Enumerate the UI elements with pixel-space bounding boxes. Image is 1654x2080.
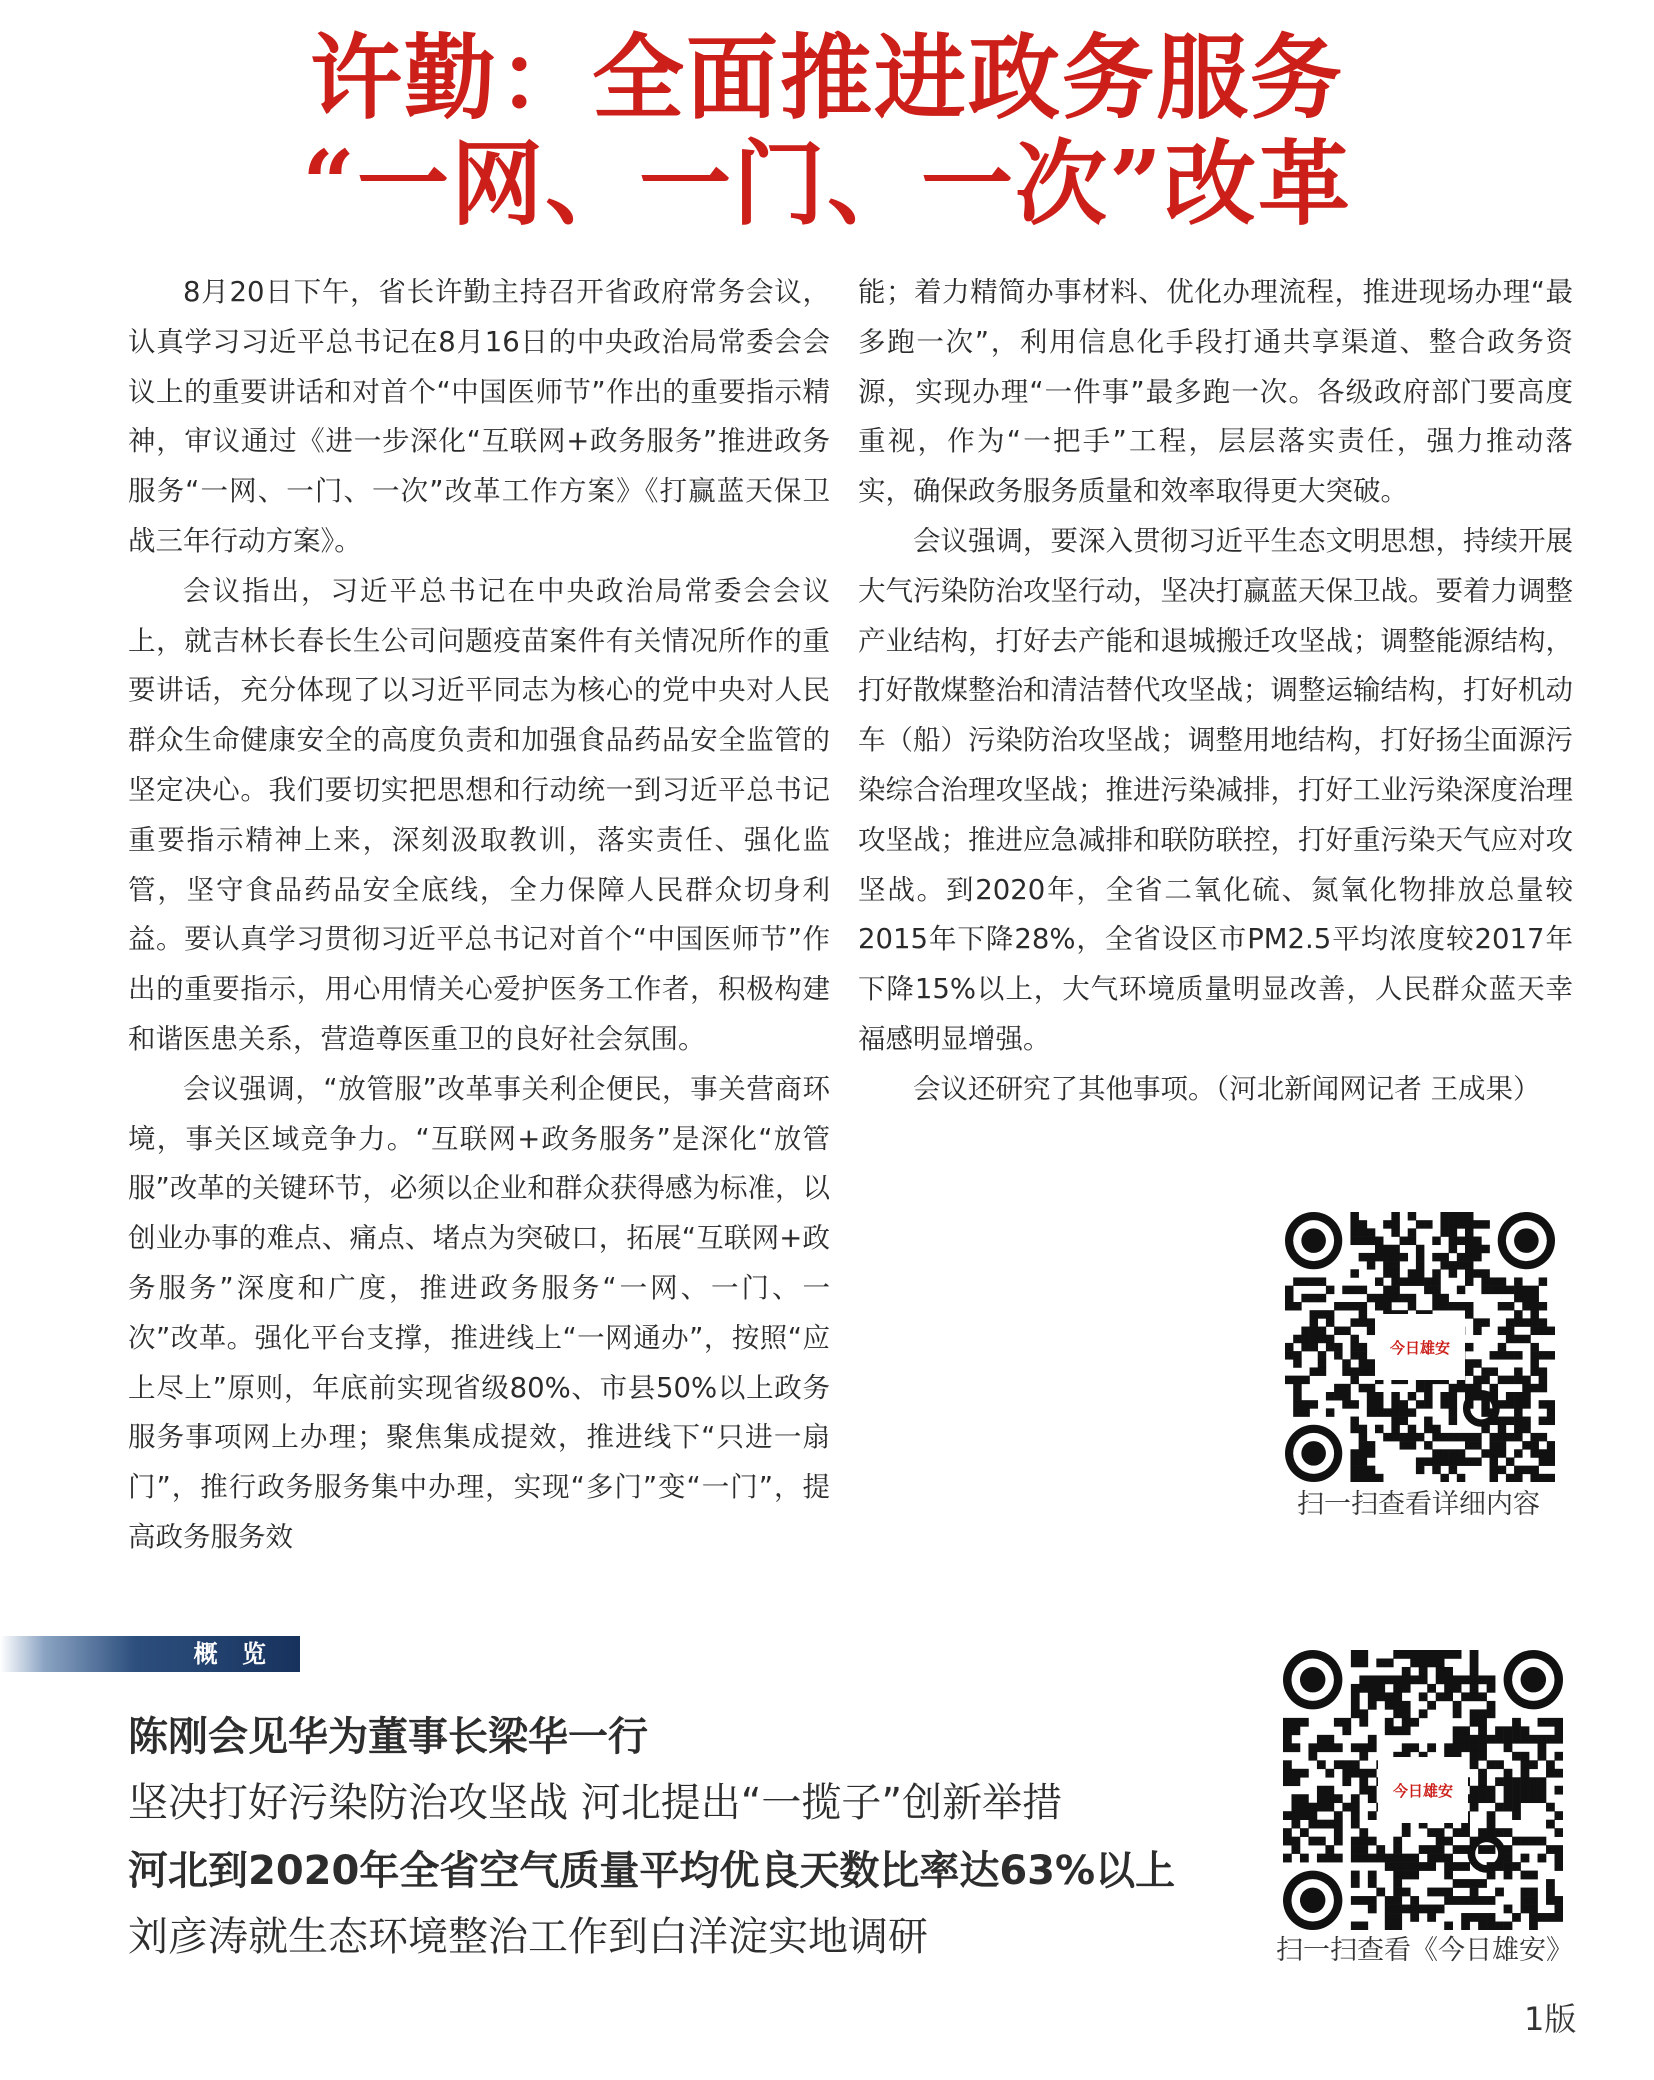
- article-paragraph: 会议强调，要深入贯彻习近平生态文明思想，持续开展大气污染防治攻坚行动，坚决打赢蓝天保卫战。要着力调整产业结构，打好去产能和退城搬迁攻坚战；调整能源结构，打好散煤整治和清洁替代攻坚战；调整运输结构，打好机动车（船）污染防治攻坚战；调整用地结构，打好扬尘面源污染综合治理攻坚战；推进污染减排，打好工业污染深度治理攻坚战；推进应急减排和联防联控，打好重污染天气应对攻坚战。到2020年，全省二氧化硫、氮氧化物排放总量较2015年下降28%，全省设区市PM2.5平均浓度较2017年下降15%以上，大气环境质量明显改善，人民群众蓝天幸福感明显增强。: [858, 524, 1573, 1055]
- article-paragraph: 会议指出，习近平总书记在中央政治局常委会会议上，就吉林长春长生公司问题疫苗案件有关情况所作的重要讲话，充分体现了以习近平同志为核心的党中央对人民群众生命健康安全的高度负责和加强食品药品安全监管的坚定决心。我们要切实把思想和行动统一到习近平总书记重要指示精神上来，深刻汲取教训，落实责任、强化监管，坚守食品药品安全底线，全力保障人民群众切身利益。要认真学习贯彻习近平总书记对首个“中国医师节”作出的重要指示，用心用情关心爱护医务工作者，积极构建和谐医患关系，营造尊医重卫的良好社会氛围。: [128, 574, 830, 1055]
- qr-code-details[interactable]: [1285, 1212, 1555, 1482]
- overview-news-item[interactable]: 陈刚会见华为董事长梁华一行: [128, 1714, 648, 1760]
- article-paragraph: 8月20日下午，省长许勤主持召开省政府常务会议，认真学习习近平总书记在8月16日的中央政治局常委会会议上的重要讲话和对首个“中国医师节”作出的重要指示精神，审议通过《进一步深化“互联网+政务服务”推进政务服务“一网、一门、一次”改革工作方案》《打赢蓝天保卫战三年行动方案》。: [128, 276, 830, 557]
- headline-line-2: “一网、一门、一次”改革: [302, 130, 1352, 238]
- article-paragraph: 能；着力精简办事材料、优化办理流程，推进现场办理“最多跑一次”，利用信息化手段打通共享渠道、整合政务资源，实现办理“一件事”最多跑一次。各级政府部门要高度重视，作为“一把手”工程，层层落实责任，强力推动落实，确保政务服务质量和效率取得更大突破。: [858, 276, 1573, 508]
- qr-logo: 今日雄安: [1381, 1760, 1465, 1820]
- article-paragraph: 会议还研究了其他事项。（河北新闻网记者 王成果）: [913, 1072, 1541, 1105]
- headline-line-1: 许勤：全面推进政务服务: [309, 24, 1344, 132]
- qr-code-newspaper[interactable]: [1283, 1650, 1563, 1930]
- qr-caption: 扫一扫查看详细内容: [1297, 1489, 1540, 1520]
- page-number: 1版: [1524, 2000, 1577, 2038]
- overview-news-item[interactable]: 刘彦涛就生态环境整治工作到白洋淀实地调研: [128, 1914, 928, 1960]
- article-paragraph: 会议强调，“放管服”改革事关利企便民，事关营商环境，事关区域竞争力。“互联网+政务服务”是深化“放管服”改革的关键环节，必须以企业和群众获得感为标准，以创业办事的难点、痛点、堵点为突破口，拓展“互联网+政务服务”深度和广度，推进政务服务“一网、一门、一次”改革。强化平台支撑，推进线上“一网通办”，按照“应上尽上”原则，年底前实现省级80%、市县50%以上政务服务事项网上办理；聚焦集成提效，推进线下“只进一扇门”，推行政务服务集中办理，实现“多门”变“一门”，提高政务服务效: [128, 1072, 830, 1553]
- article-column-right: [858, 268, 1573, 1115]
- overview-section-bar: [0, 1636, 300, 1672]
- overview-news-item[interactable]: 坚决打好污染防治攻坚战 河北提出“一揽子”创新举措: [128, 1780, 1063, 1826]
- overview-label: 概 览: [193, 1640, 274, 1668]
- qr-caption: 扫一扫查看《今日雄安》: [1276, 1935, 1573, 1966]
- qr-logo: 今日雄安: [1378, 1317, 1462, 1377]
- article-column-left: [128, 268, 830, 1563]
- overview-news-item[interactable]: 河北到2020年全省空气质量平均优良天数比率达63%以上: [128, 1848, 1176, 1894]
